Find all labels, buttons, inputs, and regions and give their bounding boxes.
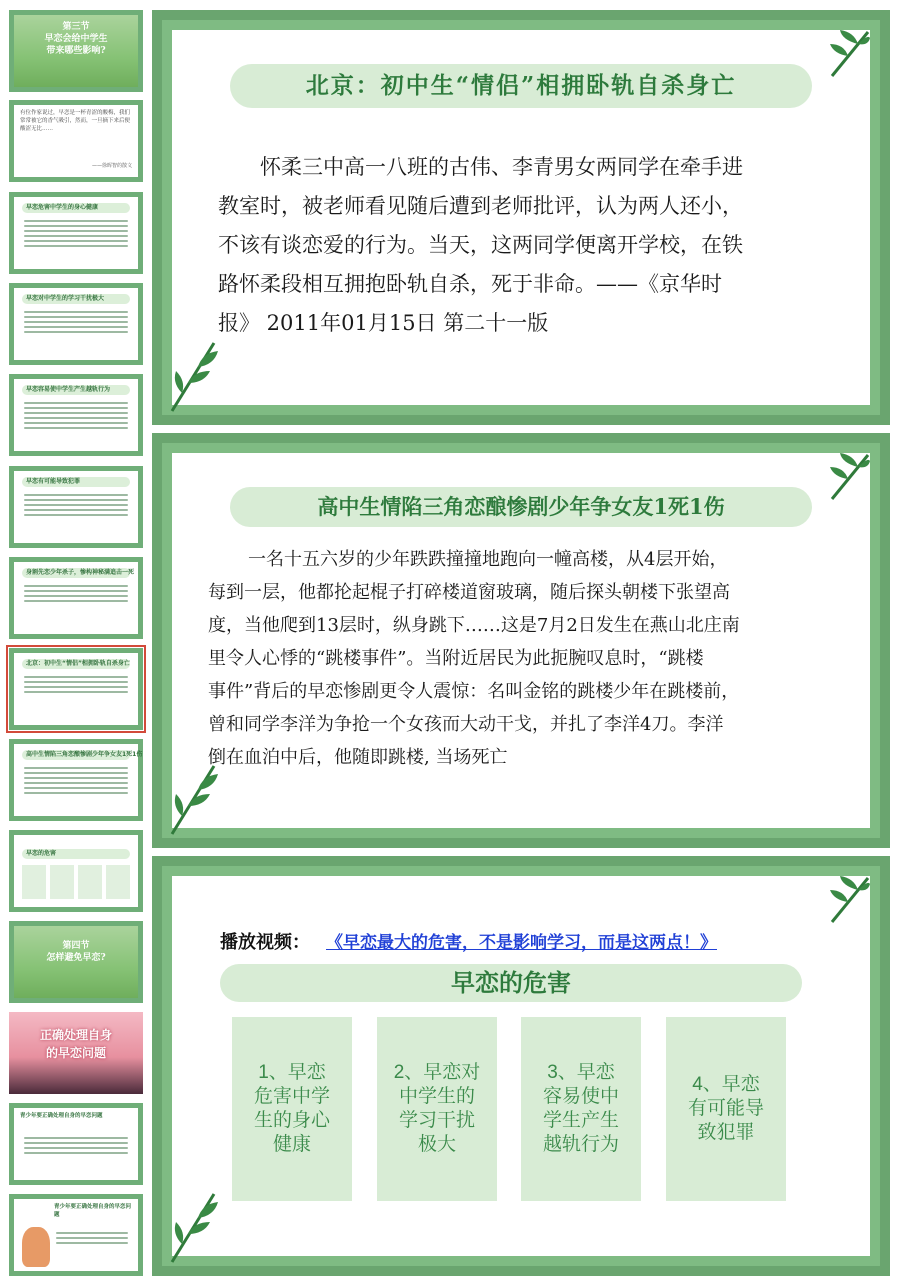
- video-label: 播放视频：: [220, 932, 310, 953]
- thumb-title: 早恋对中学生的学习干扰极大: [22, 294, 130, 304]
- leaf-decoration-icon: [818, 26, 874, 82]
- thumb-title: 早恋有可能导致犯罪: [22, 477, 130, 487]
- slide-9: [152, 433, 890, 848]
- leaf-decoration-icon: [818, 449, 874, 505]
- video-link[interactable]: 《早恋最大的危害，不是影响学习，而是这两点！》: [326, 933, 717, 953]
- harm-card-3: 3、早恋 容易使中 学生产生 越轨行为: [521, 1017, 641, 1201]
- thumb-text: 有位作家说过，早恋是一杯青涩的酸梅，我们常常被它的香气吸引，然而，一旦摘下来后便酸涩无比……: [20, 110, 131, 132]
- thumbnail-slide-5[interactable]: [9, 374, 143, 456]
- slide-title: 高中生情陷三角恋酿惨剧少年争女友1死1伤: [230, 487, 812, 527]
- thumb-title: 高中生情陷三角恋酿惨剧少年争女友1死1伤: [22, 750, 130, 760]
- thumbnail-slide-2[interactable]: [9, 100, 143, 182]
- harm-card-2: 2、早恋对 中学生的 学习干扰 极大: [377, 1017, 497, 1201]
- leaf-decoration-icon: [818, 872, 874, 928]
- slide-8: [152, 10, 890, 425]
- thumbnail-slide-1[interactable]: [9, 10, 143, 92]
- thumb-title: 早恋危害中学生的身心健康: [22, 203, 130, 213]
- article-text: 一名十五六岁的少年跌跌撞撞地跑向一幢高楼，从4层开始， 每到一层，他都抡起棍子打碎楼道窗玻璃，随后探头朝楼下张望高 度，当他爬到13层时，纵身跳下……这是7月2日发生在燕山北庄南 里令人心悸的“跳楼事件”。当附近居民为此扼腕叹息时，“跳楼 事件”背后的早恋惨剧更令人震惊：名叫金铭的跳楼少年在跳楼前， 曾和同学李洋为争抢一个女孩而大动干戈，并扎了李洋4刀。李洋 倒在血泊中后，他随即跳楼, 当场死亡: [208, 549, 740, 768]
- thumbnail-slide-14[interactable]: [9, 1194, 143, 1276]
- slide-title: 北京：初中生“情侣”相拥卧轨自杀身亡: [230, 64, 812, 108]
- slide-thumbnail-panel: [0, 0, 152, 1286]
- thumb-title: 早恋的危害: [22, 849, 130, 859]
- thumbnail-slide-7[interactable]: [9, 557, 143, 639]
- thumb-title: 正确处理自身 的早恋问题: [39, 1028, 112, 1060]
- thumb-title: 北京：初中生“情侣”相拥卧轨自杀身亡: [22, 659, 130, 669]
- thumbnail-slide-9[interactable]: [9, 739, 143, 821]
- thumb-title: 身割先恋少年杀子，惨构神秘满追击一死: [22, 568, 130, 578]
- thumb-title: 第四节 怎样避免早恋?: [46, 941, 106, 963]
- thumbnail-slide-11[interactable]: [9, 921, 143, 1003]
- thumb-sign: ——徐晖智的散文: [91, 163, 132, 169]
- thumbnail-slide-8[interactable]: [9, 648, 143, 730]
- harm-card-1: 1、早恋 危害中学 生的身心 健康: [232, 1017, 352, 1201]
- leaf-decoration-icon: [164, 1186, 224, 1266]
- girl-illustration-icon: [22, 1227, 50, 1267]
- thumbnail-slide-3[interactable]: [9, 192, 143, 274]
- thumb-title: 早恋容易使中学生产生越轨行为: [22, 385, 130, 395]
- leaf-decoration-icon: [164, 335, 224, 415]
- thumb-title: 第三节 早恋会给中学生 带来哪些影响?: [44, 22, 108, 56]
- thumbnail-slide-6[interactable]: [9, 466, 143, 548]
- thumbnail-slide-4[interactable]: [9, 283, 143, 365]
- thumb-title: 青少年要正确处理自身的早恋问题: [20, 1113, 103, 1119]
- article-text: 怀柔三中高一八班的古伟、李青男女两同学在牵手进 教室时，被老师看见随后遭到老师批评，认为两人还小， 不该有谈恋爱的行为。当天，这两同学便离开学校，在铁 路怀柔段相互拥抱卧轨自杀，死于非命。——《京华时 报》 2011年01月15日 第二十一版: [218, 155, 743, 335]
- thumbnail-slide-10[interactable]: [9, 830, 143, 912]
- section-heading: 早恋的危害: [220, 964, 802, 1002]
- thumb-title: 青少年要正确处理自身的早恋问题: [54, 1204, 132, 1218]
- thumbnail-slide-12[interactable]: [9, 1012, 143, 1094]
- thumbnail-slide-13[interactable]: [9, 1103, 143, 1185]
- harm-card-4: 4、早恋 有可能导 致犯罪: [666, 1017, 786, 1201]
